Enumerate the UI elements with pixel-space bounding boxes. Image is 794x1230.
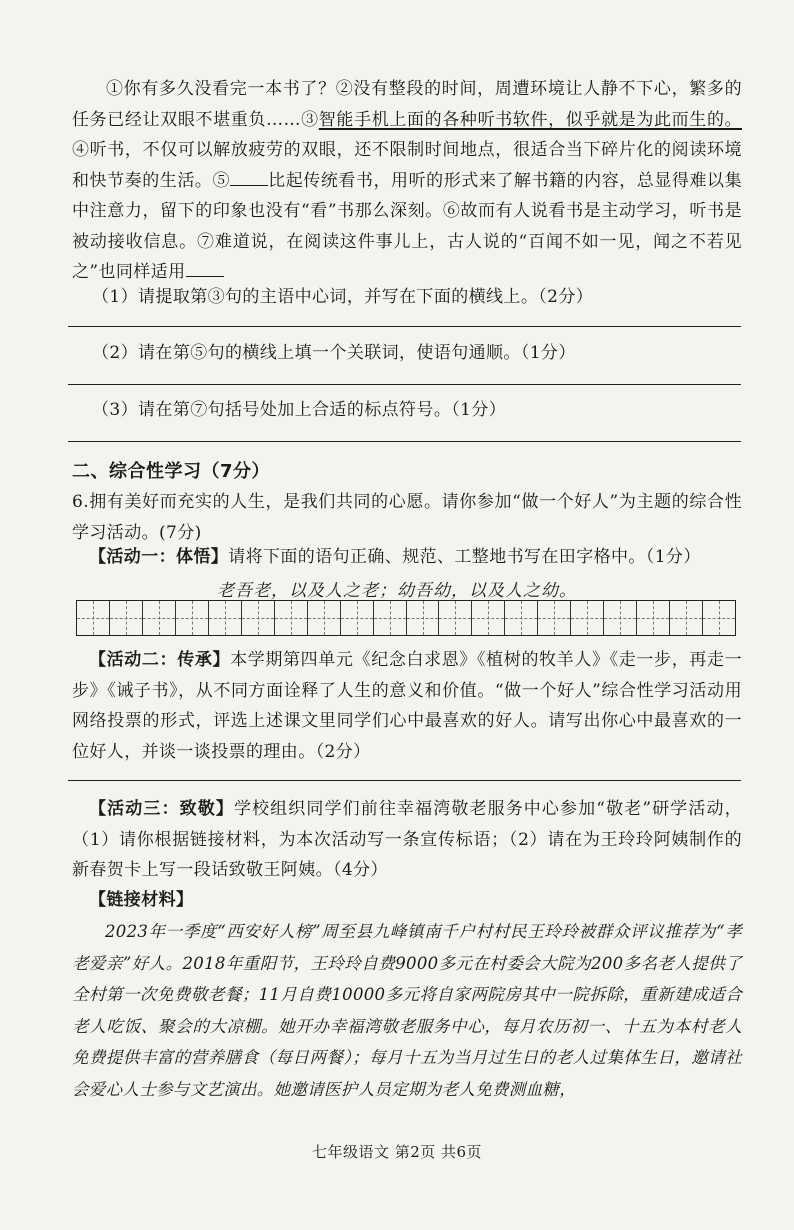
grid-cell[interactable] xyxy=(505,601,538,635)
section-heading: 二、综合性学习（7分） xyxy=(72,461,271,482)
passage-text-1: ①你有多久没看完一本书了？②没有整段的时间，周遭环境让人静不下心，繁多的任务已经让双眼不堪重负……③ xyxy=(72,79,742,130)
fill-blank-7[interactable] xyxy=(186,258,224,277)
material-text: 2023年一季度“西安好人榜”周至县九峰镇南千户村村民王玲玲被群众评议推荐为“孝老爱亲”好人。2018年重阳节，王玲玲自费9000多元在村委会大院为200多名老人提供了全村第一次免费敬老餐；11月自费10000多元将自家两院房其中一院拆除，重新建成适合老人吃饭、聚会的大凉棚。她开办幸福湾敬老服务中心，每月农历初一、十五为本村老人免费提供丰富的营养膳食（每日两餐）；每月十五为当月过生日的老人过集体生日，邀请社会爱心人士参与文艺演出。她邀请医护人员定期为老人免费测血糖， xyxy=(72,922,742,1099)
activity-1-quote: 老吾老，以及人之老；幼吾幼，以及人之幼。 xyxy=(217,581,577,601)
activity-1 xyxy=(72,542,742,573)
answer-line-4[interactable] xyxy=(68,780,741,781)
fill-blank-5[interactable] xyxy=(230,167,268,186)
page-footer: 七年级语文 第2页 共6页 xyxy=(311,1143,483,1161)
question-6-intro: 6.拥有美好而充实的人生，是我们共同的心愿。请你参加“做一个好人”为主题的综合性学习活动。(7分) xyxy=(72,492,742,543)
grid-cell[interactable] xyxy=(571,601,604,635)
activity-1-text: 请将下面的语句正确、规范、工整地书写在田字格中。（1分） xyxy=(228,547,701,567)
answer-line-1[interactable] xyxy=(68,326,741,327)
grid-cell[interactable] xyxy=(308,601,341,635)
answer-line-2[interactable] xyxy=(68,384,741,385)
reading-passage xyxy=(72,74,742,288)
question-3: （3）请在第⑦句括号处加上合适的标点符号。（1分） xyxy=(92,400,507,420)
activity-2-title: 【活动二：传承】 xyxy=(89,650,231,670)
grid-cell[interactable] xyxy=(110,601,143,635)
grid-cell[interactable] xyxy=(242,601,275,635)
grid-cell[interactable] xyxy=(439,601,472,635)
grid-cell[interactable] xyxy=(407,601,440,635)
underlined-sentence: 智能手机上面的各种听书软件，似乎就是为此而生的。 xyxy=(318,109,742,130)
grid-cell[interactable] xyxy=(341,601,374,635)
grid-cell[interactable] xyxy=(77,601,110,635)
grid-cell[interactable] xyxy=(670,601,703,635)
material-title xyxy=(72,885,742,916)
tianzige-grid[interactable] xyxy=(76,600,736,636)
grid-cell[interactable] xyxy=(275,601,308,635)
activity-2-text: 本学期第四单元《纪念白求恩》《植树的牧羊人》《走一步，再走一步》《诫子书》，从不同方面诠释了人生的意义和价值。“做一个好人”综合性学习活动用网络投票的形式，评选上述课文里同学们心中最喜欢的好人。请写出你心中最喜欢的一位好人，并谈一谈投票的理由。（2分） xyxy=(72,650,743,762)
grid-cell[interactable] xyxy=(472,601,505,635)
grid-cell[interactable] xyxy=(637,601,670,635)
passage-text-3: 比起传统看书，用听的形式来了解书籍的内容，总显得难以集中注意力，留下的印象也没有“看”书那么深刻。⑥故而有人说看书是主动学习，听书是被动接收信息。⑦难道说，在阅读这件事儿上，古人说的“百闻不如一见，闻之不若见之”也同样适用 xyxy=(72,170,742,282)
activity-3 xyxy=(72,794,742,886)
grid-cell[interactable] xyxy=(176,601,209,635)
grid-cell[interactable] xyxy=(374,601,407,635)
grid-cell[interactable] xyxy=(703,601,735,635)
activity-1-title: 【活动一：体悟】 xyxy=(89,547,229,567)
grid-cell[interactable] xyxy=(143,601,176,635)
grid-cell[interactable] xyxy=(209,601,242,635)
question-2: （2）请在第⑤句的横线上填一个关联词，使语句通顺。（1分） xyxy=(92,343,576,363)
grid-cell[interactable] xyxy=(538,601,571,635)
answer-line-3[interactable] xyxy=(68,441,741,442)
passage-text-2: ④听书，不仅可以解放疲劳的双眼，还不限制时间地点，很适合当下碎片化的阅读环境和快节奏的生活。⑤ xyxy=(72,140,742,191)
material-title-text: 【链接材料】 xyxy=(89,890,194,910)
activity-3-title: 【活动三：致敬】 xyxy=(89,799,234,819)
grid-cell[interactable] xyxy=(604,601,637,635)
activity-3-text: 学校组织同学们前往幸福湾敬老服务中心参加“敬老”研学活动，（1）请你根据链接材料，为本次活动写一条宣传标语；（2）请在为王玲玲阿姨制作的新春贺卡上写一段话致敬王阿姨。（4分） xyxy=(72,799,742,880)
question-1: （1）请提取第③句的主语中心词，并写在下面的横线上。（2分） xyxy=(92,287,594,307)
activity-2 xyxy=(72,645,742,767)
